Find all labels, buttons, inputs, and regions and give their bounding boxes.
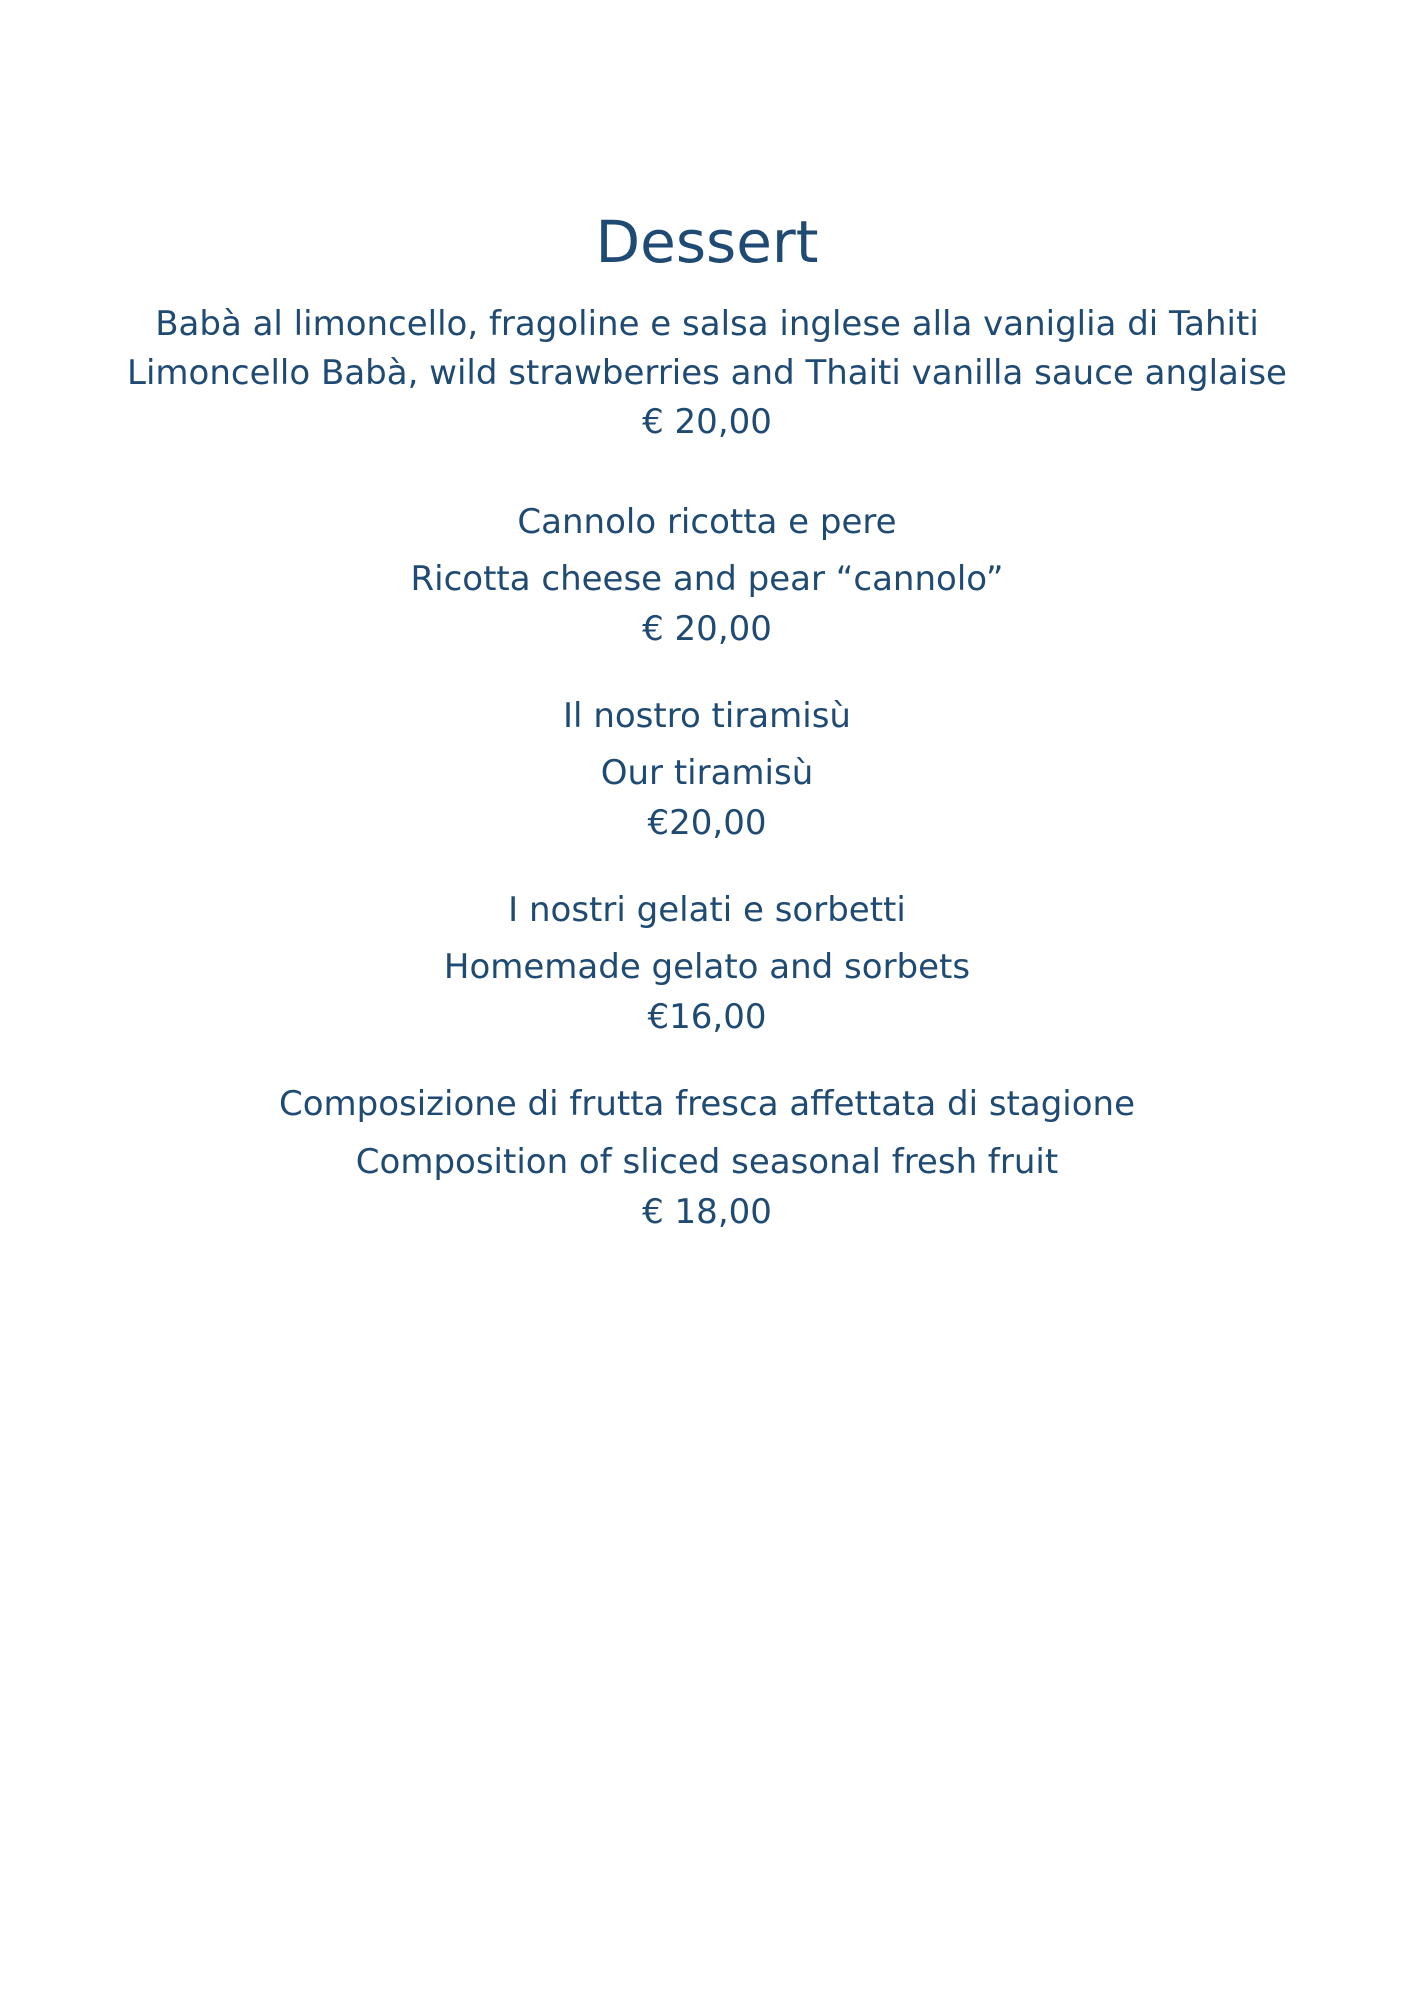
item-name-english: Limoncello Babà, wild strawberries and Thaiti vanilla sauce anglaise [127, 353, 1287, 393]
item-price: € 18,00 [642, 1192, 772, 1232]
item-name-english: Composition of sliced seasonal fresh fruit [355, 1142, 1059, 1182]
item-name-italian: Composizione di frutta fresca affettata di stagione [278, 1084, 1136, 1124]
item-price: € 20,00 [642, 609, 772, 649]
item-price: €16,00 [647, 997, 767, 1037]
item-name-italian: I nostri gelati e sorbetti [508, 890, 906, 930]
item-price: € 20,00 [642, 402, 772, 442]
item-name-italian: Babà al limoncello, fragoline e salsa inglese alla vaniglia di Tahiti [155, 304, 1259, 344]
item-price: €20,00 [647, 803, 767, 843]
item-name-italian: Il nostro tiramisù [563, 696, 851, 736]
item-name-english: Ricotta cheese and pear “cannolo” [410, 559, 1004, 599]
menu-title: Dessert [595, 207, 819, 276]
item-name-italian: Cannolo ricotta e pere [517, 502, 897, 542]
item-name-english: Our tiramisù [600, 753, 814, 793]
item-name-english: Homemade gelato and sorbets [443, 947, 971, 987]
